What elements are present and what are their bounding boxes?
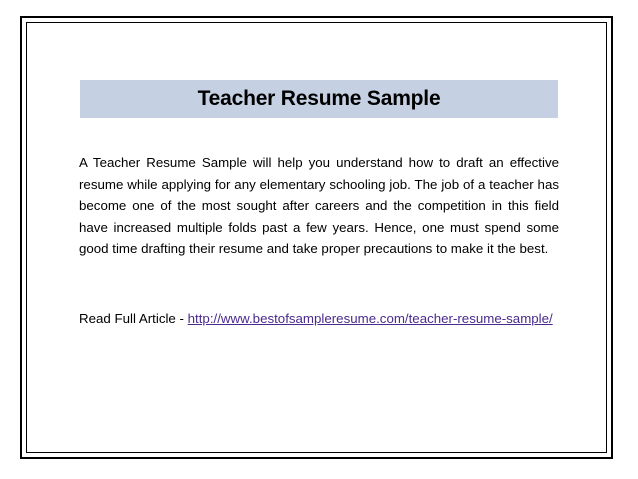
- title-banner: [80, 80, 558, 118]
- read-more-label: Read Full Article -: [79, 311, 188, 326]
- read-more-line: [79, 308, 559, 330]
- article-link[interactable]: http://www.bestofsampleresume.com/teacher-resume-sample/: [187, 311, 553, 326]
- body-paragraph: A Teacher Resume Sample will help you understand how to draft an effective resume while applying for any elementary schooling job. The job of a teacher has become one of the most sought after careers and the competition in this field have increased multiple folds past a few years. Hence, one must spend some good time drafting their resume and take proper precautions to make it the best.: [79, 155, 559, 257]
- page-title: Teacher Resume Sample: [197, 87, 441, 110]
